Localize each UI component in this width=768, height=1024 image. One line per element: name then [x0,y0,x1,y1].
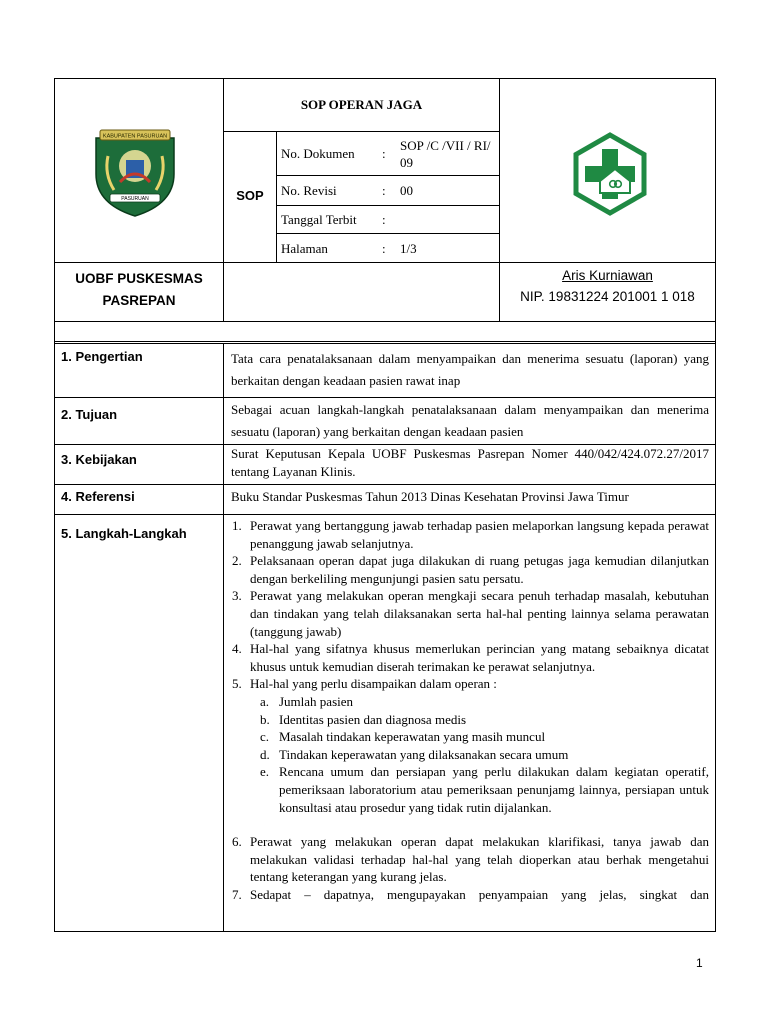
step-number: 2. [232,553,242,569]
section-label-kebijakan: 3. Kebijakan [61,452,137,467]
list-item [224,675,709,693]
signer-nip: NIP. 19831224 201001 1 018 [520,289,695,304]
field-value-no-revisi: 00 [400,183,413,198]
puskesmas-logo [567,131,653,217]
document-title: SOP OPERAN JAGA [300,97,423,112]
logo-top-text: KABUPATEN PASURUAN [102,133,168,140]
step-number: 6. [232,834,242,850]
list-item [224,886,709,904]
field-label-halaman: Halaman [281,241,328,256]
section-label-tujuan: 2. Tujuan [61,407,118,422]
field-value-halaman: 1/3 [400,241,417,256]
step-text: Perawat yang melakukan operan mengkaji secara penuh terhadap masalah, kebutuhan dan tindakan yang telah dilaksanakan serta hal-hal penting lainnya selama perawatan (tanggung jawab) [250,588,709,639]
step-text: Hal-hal yang sifatnya khusus memerlukan perincian yang matang sebaiknya dicatat khusus untuk kemudian diserah terimakan ke perawat selanjutnya. [250,641,709,674]
field-label-no-revisi: No. Revisi [281,183,337,198]
steps-list [224,517,709,903]
org-name-line2: PASREPAN [102,293,176,308]
list-item [224,833,709,886]
section-text-pengertian: Tata cara penatalaksanaan dalam menyampaikan dan menerima sesuatu (laporan) yang berkaitan dengan keadaan pasien rawat inap [231,351,709,388]
field-label-tanggal-terbit: Tanggal Terbit [281,212,357,227]
section-label-langkah: 5. Langkah-Langkah [61,526,187,541]
section-text-tujuan: Sebagai acuan langkah-langkah penatalaksanaan dalam menyampaikan dan menerima sesuatu (laporan) yang berkaitan dengan keadaan pasien [231,402,709,439]
section-text-referensi: Buku Standar Puskesmas Tahun 2013 Dinas Kesehatan Provinsi Jawa Timur [231,489,629,504]
regency-shield-icon [90,126,180,218]
sub-text: Identitas pasien dan diagnosa medis [279,711,467,727]
field-sep: : [382,183,386,198]
sub-list-item [224,746,709,764]
field-label-no-dokumen: No. Dokumen [281,146,355,161]
field-sep: : [382,212,386,227]
sop-label: SOP [236,188,264,203]
sub-list-item [224,763,709,816]
step-number: 1. [232,518,242,533]
sub-text: Tindakan keperawatan yang dilaksanakan secara umum [279,746,569,762]
sub-letter: c. [260,729,270,745]
sub-text: Jumlah pasien [279,693,354,709]
sub-list-item [224,728,709,746]
sub-letter: d. [260,746,270,762]
sub-text: Masalah tindakan keperawatan yang masih muncul [279,729,546,745]
sub-list-item [224,711,709,729]
field-value-no-dokumen: SOP /C /VII / RI/ 09 [400,138,491,170]
signer-name: Aris Kurniawan [562,268,653,283]
list-item [224,517,709,552]
page-number: 1 [696,956,703,970]
step-text: Sedapat – dapatnya, mengupayakan penyampaian yang jelas, singkat dan [250,886,709,902]
list-item [224,587,709,640]
step-number: 4. [232,641,242,657]
sub-letter: e. [260,764,270,780]
sub-letter: b. [260,711,270,727]
list-item [224,552,709,587]
step-text: Hal-hal yang perlu disampaikan dalam operan : [250,676,497,692]
step-number: 7. [232,886,242,902]
step-text: Perawat yang melakukan operan dapat melakukan klarifikasi, tanya jawab dan melakukan validasi terhadap hal-hal yang telah dioperkan atau berhak mengetahui tentang keterangan yang kurang jelas. [250,834,709,885]
regency-logo [90,126,180,218]
field-sep: : [382,241,386,256]
step-number: 3. [232,588,242,604]
section-label-referensi: 4. Referensi [61,489,135,504]
step-text: Pelaksanaan operan dapat juga dilakukan di ruang petugas jaga kemudian dilanjutkan dengan berkeliling mengunjungi pasien satu persatu. [250,553,709,586]
sub-list-item [224,693,709,711]
org-name-line1: UOBF PUSKESMAS [75,271,203,286]
step-number: 5. [232,676,242,692]
org-name [55,268,223,312]
sub-letter: a. [260,693,270,709]
section-label-pengertian: 1. Pengertian [61,349,143,364]
sub-text: Rencana umum dan persiapan yang perlu dilakukan dalam kegiatan operatif, pemeriksaan laboratorium atau pemeriksaan penunjamg lainnya, persiapan untuk konsultasi atau prosedur yang tidak rutin dijalankan. [279,764,709,815]
puskesmas-cross-icon [567,131,653,217]
step-text: Perawat yang bertanggung jawab terhadap pasien melaporkan langsung kepada perawat penanggung jawab selanjutnya. [250,518,709,551]
field-sep: : [382,146,386,161]
logo-bottom-text: PASURUAN [121,196,149,202]
section-text-kebijakan: Surat Keputusan Kepala UOBF Puskesmas Pasrepan Nomer 440/042/424.072.27/2017 tentang Layanan Klinis. [231,446,709,479]
list-item [224,640,709,675]
